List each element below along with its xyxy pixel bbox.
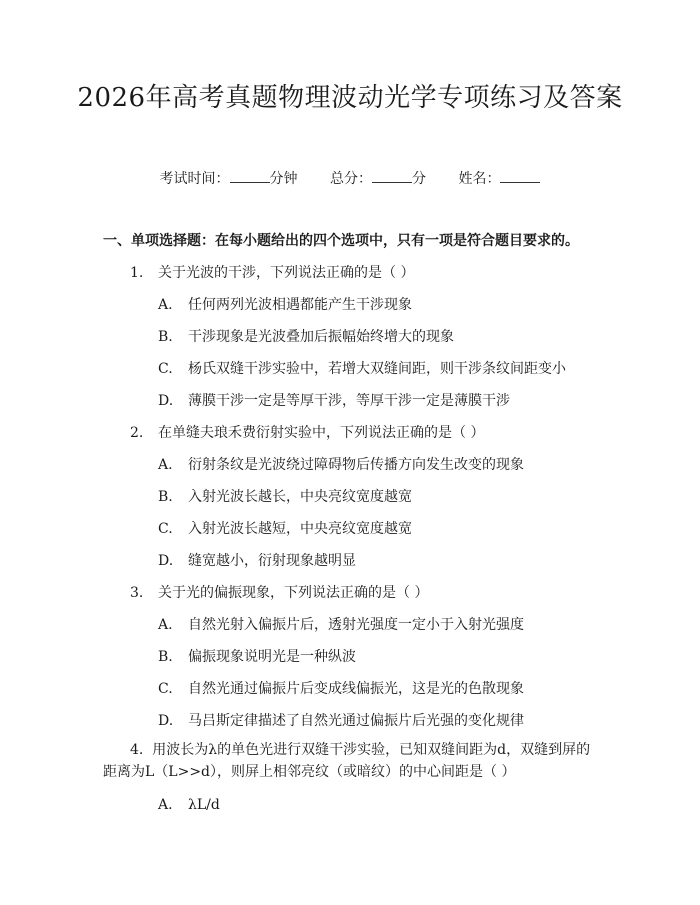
question-3-option-b: [158, 646, 356, 666]
option-letter: D.: [158, 713, 174, 729]
question-number: 2.: [130, 425, 144, 441]
question-3-option-a: [158, 614, 524, 634]
option-letter: B.: [158, 649, 173, 665]
option-letter: D.: [158, 553, 174, 569]
option-letter: B.: [158, 329, 173, 345]
option-text: 自然光通过偏振片后变成线偏振光，这是光的色散现象: [188, 681, 524, 697]
total-score-field: [330, 171, 426, 187]
question-3-option-d: [158, 710, 524, 730]
total-score-blank: [372, 170, 412, 183]
question-1-option-a: [158, 294, 412, 314]
question-2-option-d: [158, 550, 356, 570]
question-2-option-b: [158, 486, 412, 506]
option-text: 薄膜干涉一定是等厚干涉，等厚干涉一定是薄膜干涉: [188, 393, 510, 409]
option-letter: A.: [158, 797, 173, 813]
option-letter: A.: [158, 617, 173, 633]
exam-time-label: 考试时间：: [159, 171, 230, 187]
option-text: 杨氏双缝干涉实验中，若增大双缝间距，则干涉条纹间距变小: [188, 361, 566, 377]
option-letter: A.: [158, 457, 173, 473]
exam-time-blank: [230, 170, 270, 183]
name-label: 姓名：: [458, 171, 501, 187]
question-text: 在单缝夫琅禾费衍射实验中，下列说法正确的是（ ）: [158, 425, 485, 441]
option-letter: D.: [158, 393, 174, 409]
option-text: 偏振现象说明光是一种纵波: [188, 649, 356, 665]
option-letter: C.: [158, 521, 173, 537]
option-letter: C.: [158, 681, 173, 697]
section-heading: 一、单项选择题：在每小题给出的四个选项中，只有一项是符合题目要求的。: [103, 233, 579, 249]
option-letter: B.: [158, 489, 173, 505]
option-text: 缝宽越小，衍射现象越明显: [188, 553, 356, 569]
name-field: [458, 171, 540, 187]
option-text: 入射光波长越短，中央亮纹宽度越宽: [188, 521, 412, 537]
question-text: 用波长为λ的单色光进行双缝干涉实验，已知双缝间距为d，双缝到屏的距离为L（L>>d），则屏上相邻亮纹（或暗纹）的中心间距是（ ）: [103, 742, 591, 780]
question-1-stem: [130, 262, 414, 282]
total-score-label: 总分：: [330, 171, 372, 187]
question-text: 关于光波的干涉，下列说法正确的是（ ）: [158, 265, 415, 281]
question-4-option-a: [158, 797, 220, 813]
option-text: 衍射条纹是光波绕过障碍物后传播方向发生改变的现象: [188, 457, 524, 473]
option-text: 马吕斯定律描述了自然光通过偏振片后光强的变化规律: [188, 713, 524, 729]
exam-info-line: [0, 168, 700, 188]
question-3-option-c: [158, 678, 524, 698]
exam-time-unit: 分钟: [269, 171, 298, 187]
option-text: 入射光波长越长，中央亮纹宽度越宽: [188, 489, 412, 505]
question-1-option-b: [158, 326, 454, 346]
page-title: 2026年高考真题物理波动光学专项练习及答案: [77, 83, 623, 113]
question-number: 4.: [130, 742, 144, 758]
question-text: 关于光的偏振现象，下列说法正确的是（ ）: [158, 585, 429, 601]
exam-time-field: [160, 171, 298, 187]
question-3-stem: [130, 582, 428, 602]
question-2-stem: [130, 422, 484, 442]
option-text: 干涉现象是光波叠加后振幅始终增大的现象: [188, 329, 454, 345]
option-text: 自然光射入偏振片后，透射光强度一定小于入射光强度: [188, 617, 524, 633]
option-text: λL/d: [188, 797, 220, 813]
option-letter: C.: [158, 361, 173, 377]
question-1-option-c: [158, 358, 566, 378]
question-2-option-c: [158, 518, 412, 538]
name-blank: [500, 170, 540, 183]
question-number: 3.: [130, 585, 144, 601]
total-score-unit: 分: [412, 171, 426, 187]
question-number: 1.: [130, 265, 144, 281]
option-text: 任何两列光波相遇都能产生干涉现象: [188, 297, 412, 313]
question-4-stem: [103, 739, 597, 783]
question-1-option-d: [158, 390, 510, 410]
option-letter: A.: [158, 297, 173, 313]
question-2-option-a: [158, 454, 524, 474]
